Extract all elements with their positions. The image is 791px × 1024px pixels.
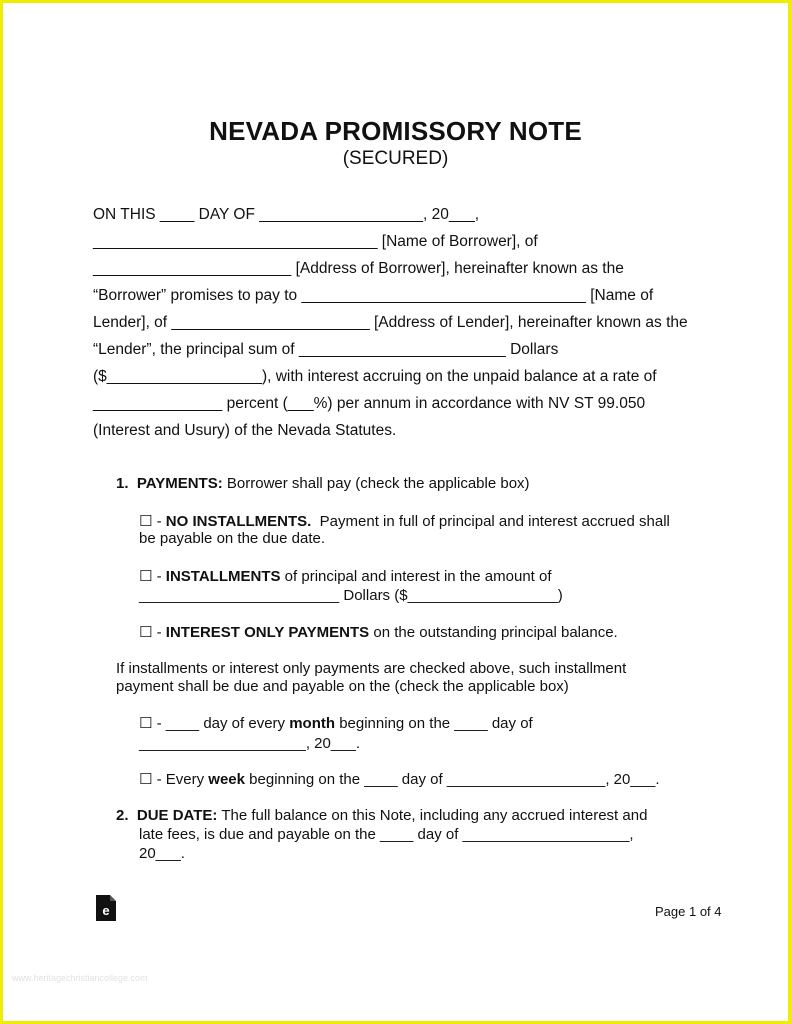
option-interest-only — [139, 623, 618, 641]
installment-note-line-2: payment shall be due and payable on the (check the applicable box) — [116, 678, 569, 695]
checkbox[interactable]: ☐ — [139, 568, 153, 585]
dash: - — [152, 513, 166, 530]
intro-line-2: _________________________________ [Name of Borrower], of — [93, 233, 538, 250]
option-label: INSTALLMENTS — [165, 568, 281, 585]
section-text: The full balance on this Note, including any accrued interest and — [217, 807, 648, 824]
intro-line-1: ON THIS ____ DAY OF ___________________, 20___, — [93, 206, 480, 223]
option-label: NO INSTALLMENTS. — [165, 513, 312, 530]
section-number: 2. — [116, 807, 129, 824]
svg-text:e: e — [102, 903, 110, 918]
section-1-heading — [116, 475, 530, 492]
installment-note-line-1: If installments or interest only payments are checked above, such installment — [116, 660, 627, 677]
schedule-text: - ____ day of every — [152, 715, 290, 732]
intro-line-6: “Lender”, the principal sum of ________________________ Dollars — [93, 341, 559, 358]
page-number: Page 1 of 4 — [655, 904, 722, 919]
checkbox[interactable]: ☐ — [139, 624, 153, 641]
watermark-text: www.heritagechristiancollege.com — [12, 973, 148, 983]
section-number: 1. — [116, 475, 129, 492]
intro-line-8: _______________ percent (___%) per annum in accordance with NV ST 99.050 — [93, 395, 646, 412]
option-no-installments-line2: be payable on the due date. — [139, 530, 325, 547]
checkbox[interactable]: ☐ — [139, 771, 153, 788]
schedule-monthly — [139, 714, 533, 732]
section-2-line-2: late fees, is due and payable on the ____ day of ____________________, — [139, 826, 634, 843]
option-text: on the outstanding principal balance. — [369, 624, 618, 641]
schedule-text-rest: beginning on the ____ day of ___________________, 20___. — [245, 771, 660, 788]
schedule-period: week — [208, 771, 245, 788]
option-no-installments — [139, 512, 670, 530]
eforms-logo-icon — [96, 895, 116, 921]
dash: - — [152, 568, 166, 585]
intro-line-4: “Borrower” promises to pay to _________________________________ [Name of — [93, 287, 654, 304]
dash: - — [152, 624, 166, 641]
section-2-heading — [116, 807, 647, 824]
option-installments-line2: ________________________ Dollars ($__________________) — [139, 587, 563, 604]
document-subtitle: (SECURED) — [342, 148, 449, 169]
schedule-text-rest: beginning on the ____ day of — [335, 715, 533, 732]
option-text: Payment in full of principal and interest accrued shall — [311, 513, 670, 530]
option-text: of principal and interest in the amount of — [280, 568, 552, 585]
document-title: NEVADA PROMISSORY NOTE — [209, 116, 582, 146]
option-installments — [139, 567, 552, 585]
intro-line-3: _______________________ [Address of Borrower], hereinafter known as the — [93, 260, 624, 277]
option-label: INTEREST ONLY PAYMENTS — [165, 624, 370, 641]
schedule-text: - Every — [152, 771, 209, 788]
section-text: Borrower shall pay (check the applicable box) — [222, 475, 530, 492]
schedule-period: month — [289, 715, 336, 732]
checkbox[interactable]: ☐ — [139, 513, 153, 530]
intro-line-9: (Interest and Usury) of the Nevada Statutes. — [93, 422, 397, 439]
schedule-monthly-line2: ____________________, 20___. — [139, 735, 361, 752]
section-title: DUE DATE: — [136, 807, 218, 824]
intro-line-5: Lender], of _______________________ [Address of Lender], hereinafter known as the — [93, 314, 688, 331]
intro-line-7: ($__________________), with interest accruing on the unpaid balance at a rate of — [93, 368, 657, 385]
schedule-weekly — [139, 770, 660, 788]
checkbox[interactable]: ☐ — [139, 715, 153, 732]
section-2-line-3: 20___. — [139, 845, 185, 862]
section-title: PAYMENTS: — [136, 475, 223, 492]
